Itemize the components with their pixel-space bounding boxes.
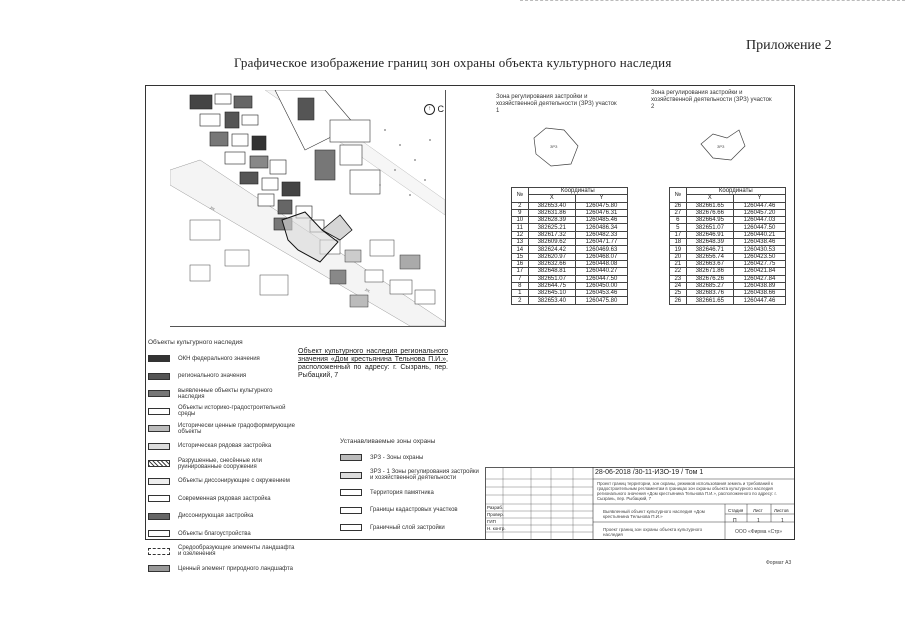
coord-x: 382683.76 xyxy=(686,290,733,297)
title-block-description: Проект границ территории, зон охраны, режимов использования земель и требований к градостроительным регламентам в границах зон охраны объекта культурного наследия регионального значения «Дом крестьянина Тельнова П.И.», расположенного по адресу: г. Сызрань, пер. Рыбацкий, 7 xyxy=(597,481,777,501)
coordinate-row xyxy=(512,253,628,260)
legend-item xyxy=(148,490,298,508)
legend-label: Объекты историко-градостроительной среды xyxy=(178,405,286,418)
coord-y: 1260447.50 xyxy=(733,224,785,231)
point-number: 18 xyxy=(670,239,687,246)
legend-item xyxy=(148,560,298,578)
legend-swatch xyxy=(148,530,170,537)
coord-x: 382617.32 xyxy=(528,231,575,238)
coordinate-row xyxy=(512,239,628,246)
appendix-label: Приложение 2 xyxy=(746,38,832,53)
legend-protection-zones xyxy=(340,438,480,537)
legend-swatch xyxy=(340,454,362,461)
coord-y: 1260430.53 xyxy=(733,246,785,253)
zone1-col-num: № xyxy=(512,188,529,203)
legend-swatch xyxy=(148,443,170,450)
coord-x: 382651.07 xyxy=(528,275,575,282)
coord-y: 1260421.84 xyxy=(733,268,785,275)
coord-x: 382631.86 xyxy=(528,209,575,216)
point-number: 16 xyxy=(512,260,529,267)
coordinate-row xyxy=(512,260,628,267)
legend-label: Объекты диссонирующие с окружением xyxy=(178,478,290,485)
document-title: Графическое изображение границ зон охраны объекта культурного наследия xyxy=(234,55,672,70)
role-checker: Провер. xyxy=(487,512,504,517)
legend-label: Ценный элемент природного ландшафта xyxy=(178,565,294,572)
sheet-label: Лист xyxy=(753,508,763,513)
coordinate-row xyxy=(670,202,786,209)
coordinate-row xyxy=(670,268,786,275)
coord-x: 382676.66 xyxy=(686,209,733,216)
zone1-heading: Зона регулирования застройки и хозяйственной деятельности (ЗРЗ) участок 1 xyxy=(496,94,617,114)
legend-item xyxy=(148,473,298,491)
paper-format: Формат А3 xyxy=(766,560,792,566)
coord-x: 382648.81 xyxy=(528,268,575,275)
coord-x: 382651.07 xyxy=(686,224,733,231)
legend-swatch xyxy=(148,460,170,467)
point-number: 15 xyxy=(512,253,529,260)
coordinate-row xyxy=(512,297,628,304)
title-block-code: 28-06-2018 /30-11-ИЗО-19 / Том 1 xyxy=(595,469,704,476)
coord-y: 1260447.03 xyxy=(733,217,785,224)
point-number: 14 xyxy=(512,246,529,253)
sheets-label: Листов xyxy=(774,508,789,513)
coord-x: 382624.42 xyxy=(528,246,575,253)
legend-swatch xyxy=(148,495,170,502)
legend-label: Диссонирующая застройка xyxy=(178,513,254,520)
coord-x: 382661.65 xyxy=(686,202,733,209)
coordinate-row xyxy=(670,224,786,231)
coord-y: 1260482.33 xyxy=(575,231,627,238)
point-number: 9 xyxy=(512,209,529,216)
coord-y: 1260447.46 xyxy=(733,202,785,209)
legend-label: Исторически ценные градоформирующие объекты xyxy=(178,422,295,435)
zone2-coordinates-table xyxy=(669,187,786,305)
legend-label: регионального значения xyxy=(178,373,247,380)
coordinate-row xyxy=(670,253,786,260)
legend-item xyxy=(148,525,298,543)
title-block xyxy=(485,467,795,540)
coord-y: 1260486.34 xyxy=(575,224,627,231)
coord-y: 1260471.77 xyxy=(575,239,627,246)
coord-x: 382656.74 xyxy=(686,253,733,260)
title-block-project: Выявленный объект культурного наследия «Дом крестьянина Тельнова П.И.» xyxy=(603,509,705,519)
legend2-title: Устанавливаемые зоны охраны xyxy=(340,438,436,445)
role-developer: Разраб. xyxy=(487,505,504,510)
legend-swatch xyxy=(148,408,170,415)
point-number: 17 xyxy=(512,268,529,275)
legend-swatch xyxy=(148,513,170,520)
coord-y: 1260457.20 xyxy=(733,209,785,216)
legend-label: Границы кадастровых участков xyxy=(370,507,458,514)
coord-x: 382648.39 xyxy=(686,239,733,246)
object-note xyxy=(298,348,448,380)
coord-y: 1260447.46 xyxy=(733,297,785,304)
point-number: 25 xyxy=(670,290,687,297)
object-note-address: , расположенный по адресу: г. Сызрань, пер. Рыбацкий, 7 xyxy=(298,356,448,379)
coord-y: 1260475.80 xyxy=(575,202,627,209)
coord-y: 1260423.50 xyxy=(733,253,785,260)
coord-y: 1260475.80 xyxy=(575,297,627,304)
point-number: 27 xyxy=(670,209,687,216)
legend-swatch xyxy=(148,425,170,432)
coord-x: 382625.21 xyxy=(528,224,575,231)
zone2-scheme xyxy=(681,116,761,174)
legend-item xyxy=(340,449,480,467)
point-number: 12 xyxy=(512,231,529,238)
zone2-col-coords: Координаты xyxy=(686,188,785,195)
zone2-col-y: Y xyxy=(733,195,785,202)
point-number: 24 xyxy=(670,282,687,289)
legend-label: ОКН федерального значения xyxy=(178,355,260,362)
point-number: 22 xyxy=(670,268,687,275)
point-number: 2 xyxy=(512,202,529,209)
coord-x: 382663.67 xyxy=(686,260,733,267)
legend-label: ЗРЗ - Зоны охраны xyxy=(370,454,424,461)
point-number: 10 xyxy=(512,217,529,224)
point-number: 2 xyxy=(512,297,529,304)
scan-edge-line xyxy=(520,0,905,2)
legend-swatch xyxy=(340,524,362,531)
coordinate-row xyxy=(512,202,628,209)
coordinate-row xyxy=(670,246,786,253)
coord-x: 382676.26 xyxy=(686,275,733,282)
legend-item xyxy=(340,484,480,502)
legend-swatch xyxy=(340,507,362,514)
coord-y: 1260448.08 xyxy=(575,260,627,267)
svg-text:ЗРЗ: ЗРЗ xyxy=(717,144,725,149)
point-number: 11 xyxy=(512,224,529,231)
coord-y: 1260453.46 xyxy=(575,290,627,297)
point-number: 26 xyxy=(670,202,687,209)
legend-swatch xyxy=(148,355,170,362)
legend-label: Современная рядовая застройка xyxy=(178,495,271,502)
coord-x: 382664.95 xyxy=(686,217,733,224)
coordinate-row xyxy=(670,239,786,246)
legend-item xyxy=(148,438,298,456)
coord-y: 1260438.89 xyxy=(733,282,785,289)
coordinate-row xyxy=(670,275,786,282)
legend-label: Средообразующие элементы ландшафта и озеленения xyxy=(178,545,295,558)
zone1-col-coords: Координаты xyxy=(528,188,627,195)
coord-x: 382646.71 xyxy=(686,246,733,253)
legend-label: Территория памятника xyxy=(370,489,434,496)
point-number: 8 xyxy=(512,282,529,289)
legend-label: Объекты благоустройства xyxy=(178,530,251,537)
cadastral-map xyxy=(170,90,446,327)
zone2-heading: Зона регулирования застройки и хозяйственной деятельности (ЗРЗ) участок 2 xyxy=(651,90,772,110)
coord-x: 382685.27 xyxy=(686,282,733,289)
point-number: 19 xyxy=(670,246,687,253)
legend-item xyxy=(340,467,480,485)
svg-text:ул.: ул. xyxy=(209,204,217,212)
coordinate-row xyxy=(512,209,628,216)
coord-x: 382653.40 xyxy=(528,202,575,209)
coordinate-row xyxy=(512,282,628,289)
legend1-title: Объекты культурного наследия xyxy=(148,339,243,346)
legend-item xyxy=(148,420,298,438)
coord-x: 382628.39 xyxy=(528,217,575,224)
coordinate-row xyxy=(670,209,786,216)
zone1-col-y: Y xyxy=(575,195,627,202)
coord-x: 382653.40 xyxy=(528,297,575,304)
legend-item xyxy=(148,368,298,386)
point-number: 1 xyxy=(512,290,529,297)
legend-swatch xyxy=(148,565,170,572)
legend-item xyxy=(148,350,298,368)
legend-swatch xyxy=(148,478,170,485)
coordinate-row xyxy=(670,217,786,224)
stage-label: Стадия xyxy=(728,508,744,513)
coord-y: 1260450.00 xyxy=(575,282,627,289)
zone1-col-x: X xyxy=(528,195,575,202)
legend-label: Разрушенные, снесённые или руинированные сооружения xyxy=(178,457,262,470)
legend-swatch xyxy=(340,472,362,479)
coord-y: 1260440.21 xyxy=(733,231,785,238)
point-number: 20 xyxy=(670,253,687,260)
map-drawing xyxy=(170,90,445,326)
object-note-name: Объект культурного наследия регионального значения «Дом крестьянина Тельнова П.И.» xyxy=(298,348,448,363)
legend-item xyxy=(148,543,298,561)
coordinate-row xyxy=(512,224,628,231)
sheets-value: 1 xyxy=(781,518,784,524)
point-number: 6 xyxy=(670,217,687,224)
coord-y: 1260447.50 xyxy=(575,275,627,282)
stage-value: П xyxy=(733,518,737,524)
coord-y: 1260438.46 xyxy=(733,239,785,246)
coordinate-row xyxy=(670,282,786,289)
coord-x: 382644.75 xyxy=(528,282,575,289)
coordinate-row xyxy=(512,231,628,238)
point-number: 13 xyxy=(512,239,529,246)
sheet-value: 1 xyxy=(757,518,760,524)
point-number: 7 xyxy=(512,275,529,282)
legend-item xyxy=(148,385,298,403)
role-chief-engineer: ГИП xyxy=(487,519,496,524)
coordinate-row xyxy=(512,246,628,253)
coord-y: 1260438.66 xyxy=(733,290,785,297)
point-number: 23 xyxy=(670,275,687,282)
coord-x: 382645.10 xyxy=(528,290,575,297)
coord-y: 1260469.63 xyxy=(575,246,627,253)
coord-x: 382646.91 xyxy=(686,231,733,238)
legend-cultural-heritage xyxy=(148,339,298,578)
coord-x: 382671.86 xyxy=(686,268,733,275)
coordinate-row xyxy=(512,217,628,224)
point-number: 21 xyxy=(670,260,687,267)
coordinate-row xyxy=(670,231,786,238)
legend-label: ЗРЗ - 1 Зоны регулирования застройки и хозяйственной деятельности xyxy=(370,469,479,482)
coordinate-row xyxy=(670,290,786,297)
point-number: 5 xyxy=(670,224,687,231)
legend-label: Граничный слой застройки xyxy=(370,524,445,531)
zone1-coordinates-table xyxy=(511,187,628,305)
legend-item xyxy=(148,403,298,421)
coordinate-row xyxy=(512,290,628,297)
svg-text:ул.: ул. xyxy=(364,286,372,294)
coord-x: 382620.97 xyxy=(528,253,575,260)
coordinate-row xyxy=(670,260,786,267)
coord-y: 1260427.84 xyxy=(733,275,785,282)
point-number: 26 xyxy=(670,297,687,304)
north-arrow-icon: ↑ xyxy=(424,104,435,115)
legend-item xyxy=(148,455,298,473)
legend-label: Историческая рядовая застройка xyxy=(178,443,272,450)
legend-swatch xyxy=(340,489,362,496)
coord-y: 1260476.31 xyxy=(575,209,627,216)
zone1-scheme xyxy=(516,116,596,174)
legend-item xyxy=(340,502,480,520)
role-norm-control: Н. контр. xyxy=(487,526,506,531)
zone2-col-num: № xyxy=(670,188,687,203)
legend-swatch xyxy=(148,548,170,555)
legend-swatch xyxy=(148,390,170,397)
coordinate-row xyxy=(670,297,786,304)
coordinate-row xyxy=(512,275,628,282)
title-block-org: ООО «Фирма «Стр» xyxy=(735,529,783,535)
zone2-col-x: X xyxy=(686,195,733,202)
coord-x: 382609.62 xyxy=(528,239,575,246)
coord-x: 382661.65 xyxy=(686,297,733,304)
coord-x: 382632.66 xyxy=(528,260,575,267)
svg-text:ЗРЗ: ЗРЗ xyxy=(550,144,558,149)
coord-y: 1260468.07 xyxy=(575,253,627,260)
legend-swatch xyxy=(148,373,170,380)
coordinate-row xyxy=(512,268,628,275)
legend-item xyxy=(340,519,480,537)
title-block-drawing: Проект границ зон охраны объекта культурного наследия xyxy=(603,527,703,537)
legend-item xyxy=(148,508,298,526)
coord-y: 1260427.75 xyxy=(733,260,785,267)
legend-label: выявленные объекты культурного наследия xyxy=(178,387,273,400)
coord-y: 1260440.27 xyxy=(575,268,627,275)
north-arrow: ↑ С xyxy=(424,104,444,115)
coord-y: 1260485.46 xyxy=(575,217,627,224)
point-number: 17 xyxy=(670,231,687,238)
